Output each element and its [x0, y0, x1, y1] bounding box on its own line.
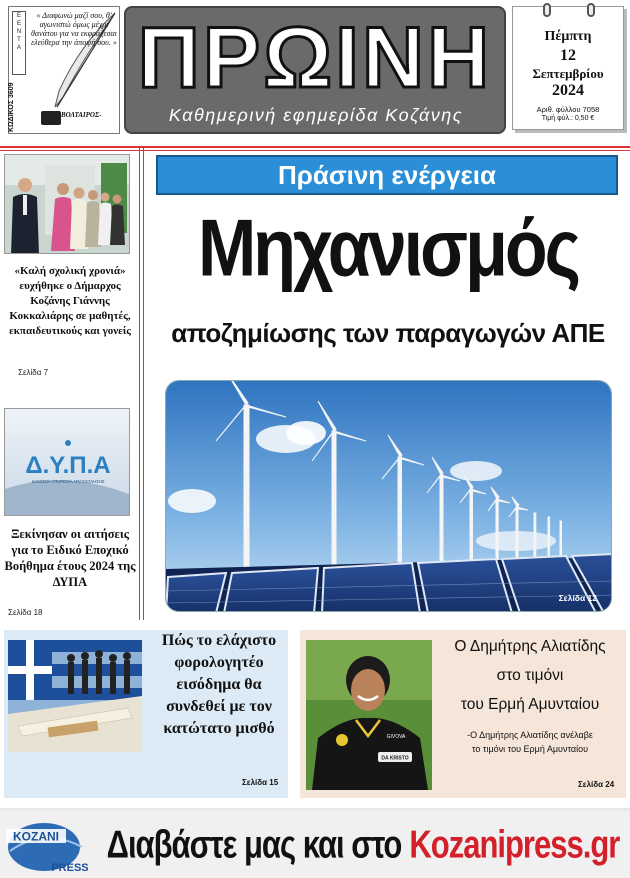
quote-box: [8, 6, 120, 134]
newspaper-subtitle: Καθημερινή εφημερίδα Κοζάνης: [168, 105, 464, 125]
coach-photo: [306, 640, 432, 790]
newspaper-title: ΠΡΩΙΝΗ: [137, 10, 493, 106]
mayor-photo[interactable]: [4, 154, 130, 254]
main-subheadline[interactable]: αποζημίωσης των παραγωγών ΑΠΕ: [171, 318, 605, 348]
jersey-brand: GIVOVA: [386, 734, 406, 740]
quote-author: ΒΟΛΤΑΙΡΟΣ-: [61, 111, 102, 119]
dypa-logo-subtext: ΔΗΜΟΣΙΑ ΥΠΗΡΕΣΙΑ ΑΠΑΣΧΟΛΗΣΗΣ: [31, 479, 105, 484]
sport-story-title[interactable]: [434, 632, 626, 719]
badge-letter: Ε: [16, 21, 21, 27]
badge-letter: Τ: [17, 37, 21, 43]
mayor-story-caption[interactable]: «Καλή σχολική χρονιά» ευχήθηκε ο Δήμαρχος Κοζάνης Γιάννης Κοκκαλιάρης σε μαθητές, εκπαιδευτικούς και γονείς: [9, 265, 131, 337]
column-divider: [139, 146, 140, 620]
kozanipress-logo[interactable]: [4, 817, 96, 875]
newspaper-logo[interactable]: [124, 6, 506, 134]
issue-price: Τιμή φύλ.: 0,50 €: [541, 115, 595, 122]
main-headline[interactable]: Μηχανισμός: [197, 203, 579, 293]
issue-day: Πέμπτη: [544, 29, 592, 44]
calendar-ring-icon: [543, 3, 551, 17]
column-divider: [143, 146, 144, 620]
publisher-badge: [12, 11, 26, 75]
sport-story-summary: [434, 728, 626, 756]
sport-story[interactable]: [300, 630, 626, 798]
tax-story[interactable]: [4, 630, 288, 798]
issue-month: Σεπτεμβρίου: [532, 66, 604, 81]
code-number: 3609: [8, 82, 15, 98]
quote-text: « Διαφωνώ μαζί σου, θ' αγωνιστώ όμως μέχρι θανάτου για να εκφράζεσαι ελεύθερα την άποψή σου. »: [31, 11, 117, 47]
section-banner[interactable]: [156, 155, 618, 195]
footer-banner[interactable]: [0, 808, 630, 878]
sport-summary-line: το τιμόνι του Ερμή Αμυνταίου: [471, 744, 589, 754]
wind-turbines-illustration: [166, 381, 612, 612]
sport-title-line: στο τιμόνι: [496, 667, 564, 684]
dypa-logo-text: Δ.Υ.Π.Α: [25, 452, 111, 479]
badge-letter: Ε: [16, 13, 21, 19]
tax-story-title[interactable]: Πώς το ελάχιστο φορολογητέο εισόδημα θα συνδεθεί με τον κατώτατο μισθό: [161, 632, 277, 737]
mayor-story-page: Σελίδα 7: [18, 368, 49, 377]
jersey-sponsor: DA KRISTO: [381, 755, 409, 762]
footer-slogan-text: Διαβάστε μας και στο: [106, 822, 402, 867]
date-calendar: [512, 6, 624, 130]
footer-website-link[interactable]: Kozanipress.gr: [409, 822, 620, 867]
dypa-story-caption[interactable]: Ξεκίνησαν οι αιτήσεις για το Ειδικό Εποχικό Βοήθημα έτους 2024 της ΔΥΠΑ: [4, 527, 136, 589]
wind-solar-image[interactable]: [165, 380, 612, 612]
dypa-story-page: Σελίδα 18: [8, 608, 43, 617]
footer-slogan[interactable]: [100, 815, 626, 875]
tax-story-page: Σελίδα 15: [242, 778, 279, 787]
issue-date: 12: [560, 47, 576, 64]
badge-letter: Α: [16, 45, 21, 51]
issue-year: 2024: [552, 82, 584, 99]
dypa-logo-image[interactable]: [4, 408, 130, 516]
divider: [0, 150, 630, 151]
issue-number: Αριθ. φύλλου 7058: [536, 105, 600, 114]
sport-story-page: Σελίδα 24: [578, 780, 615, 789]
code-label-text: ΚΩΔΙΚΟΣ: [8, 99, 15, 132]
main-story-page: Σελίδα 12: [558, 593, 597, 603]
badge-letter: Ν: [16, 29, 22, 35]
logo-text-bottom: PRESS: [51, 862, 89, 874]
divider: [0, 146, 630, 148]
tax-story-image: [8, 640, 142, 752]
sport-title-line: του Ερμή Αμυνταίου: [460, 696, 600, 713]
sport-summary-line: -Ο Δημήτρης Αλιατίδης ανέλαβε: [467, 730, 593, 740]
code-label: [7, 79, 31, 135]
sport-title-line: Ο Δημήτρης Αλιατίδης: [454, 638, 606, 655]
section-title: Πράσινη ενέργεια: [277, 159, 497, 190]
logo-text-top: KOZANI: [13, 829, 59, 844]
calendar-ring-icon: [587, 3, 595, 17]
